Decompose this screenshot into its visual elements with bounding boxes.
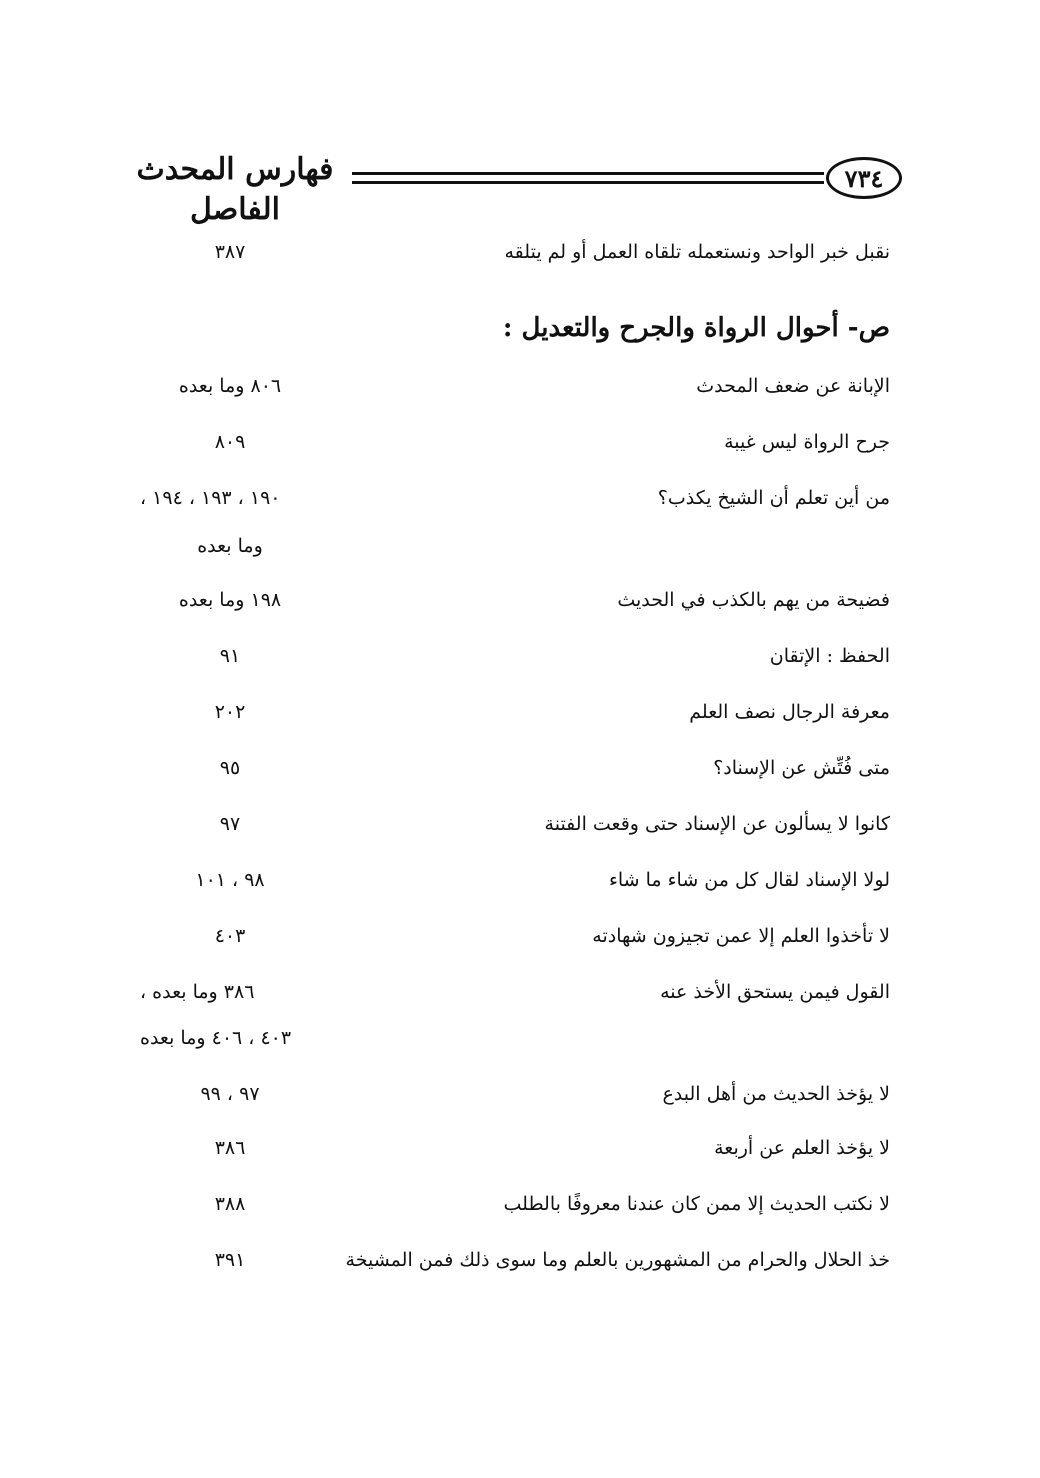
index-entry-pages: ١٩٨ وما بعده [178, 589, 282, 611]
index-row [0, 422, 1040, 462]
index-entry-pages: ٩٧ [219, 813, 241, 835]
index-entry-text: فضيحة من يهم بالكذب في الحديث [617, 589, 890, 611]
index-entry-text: الإبانة عن ضعف المحدث [696, 375, 890, 397]
index-entry-pages: ٨٠٩ [214, 431, 246, 453]
index-entry-text: نقبل خبر الواحد ونستعمله تلقاه العمل أو لم يتلقه [504, 241, 890, 263]
index-entry-text: لا يؤخذ الحديث من أهل البدع [662, 1083, 890, 1105]
index-entry-text: من أين تعلم أن الشيخ يكذب؟ [657, 487, 890, 509]
index-row [0, 1128, 1040, 1168]
index-entry-pages: ٣٩١ [214, 1249, 246, 1271]
index-entry-text: لا تأخذوا العلم إلا عمن تجيزون شهادته [592, 925, 890, 947]
index-row-continuation [0, 526, 1040, 566]
index-entry-text: لا يؤخذ العلم عن أربعة [714, 1137, 890, 1159]
index-row [0, 580, 1040, 620]
section-heading: ص- أحوال الرواة والجرح والتعديل : [502, 313, 890, 343]
index-row [0, 1074, 1040, 1114]
index-entry-pages: ١٩٠ ، ١٩٣ ، ١٩٤ ، [140, 487, 281, 509]
header-rule-upper [352, 172, 824, 175]
index-row [0, 692, 1040, 732]
index-entry-text: كانوا لا يسألون عن الإسناد حتى وقعت الفتنة [544, 813, 890, 835]
index-row [0, 804, 1040, 844]
index-entry-text: متى فُتِّش عن الإسناد؟ [713, 757, 890, 779]
index-entry-pages-continued: ٤٠٣ ، ٤٠٦ وما بعده [140, 1027, 292, 1049]
index-entry-text: لولا الإسناد لقال كل من شاء ما شاء [608, 869, 890, 891]
page-number-badge: ٧٣٤ [826, 157, 902, 199]
index-row [0, 636, 1040, 676]
index-entry-pages: ٣٨٨ [214, 1193, 246, 1215]
index-entry-pages: ٩١ [219, 645, 241, 667]
index-entry-text: معرفة الرجال نصف العلم [689, 701, 890, 723]
index-entry-pages: ٣٨٧ [214, 241, 246, 263]
index-entry-pages: ٤٠٣ [214, 925, 246, 947]
index-entry-text: القول فيمن يستحق الأخذ عنه [660, 981, 890, 1003]
index-row [0, 478, 1040, 518]
index-entry-text: الحفظ : الإتقان [769, 645, 890, 667]
index-row [0, 748, 1040, 788]
index-row [0, 232, 1040, 272]
index-entry-pages: ٣٨٦ وما بعده ، [140, 981, 255, 1003]
index-row [0, 916, 1040, 956]
index-entry-pages: ٩٧ ، ٩٩ [200, 1083, 260, 1105]
index-entry-pages-continued: وما بعده [197, 535, 263, 557]
index-row [0, 366, 1040, 406]
index-entry-text: خذ الحلال والحرام من المشهورين بالعلم وما سوى ذلك فمن المشيخة [345, 1249, 890, 1271]
index-entry-pages: ٢٠٢ [214, 701, 246, 723]
index-row [0, 860, 1040, 900]
index-entry-pages: ٩٨ ، ١٠١ [195, 869, 265, 891]
index-row [0, 1240, 1040, 1280]
index-entry-text: جرح الرواة ليس غيبة [724, 431, 890, 453]
index-row [0, 972, 1040, 1012]
index-entry-pages: ٩٥ [219, 757, 241, 779]
running-header-title: فهارس المحدث الفاصل [136, 152, 334, 227]
index-entry-pages: ٣٨٦ [214, 1137, 246, 1159]
index-entry-text: لا نكتب الحديث إلا ممن كان عندنا معروفًا بالطلب [503, 1193, 890, 1215]
index-entry-pages: ٨٠٦ وما بعده [178, 375, 282, 397]
index-row-continuation [0, 1018, 1040, 1058]
index-row [0, 1184, 1040, 1224]
header-rule-lower [352, 181, 824, 184]
